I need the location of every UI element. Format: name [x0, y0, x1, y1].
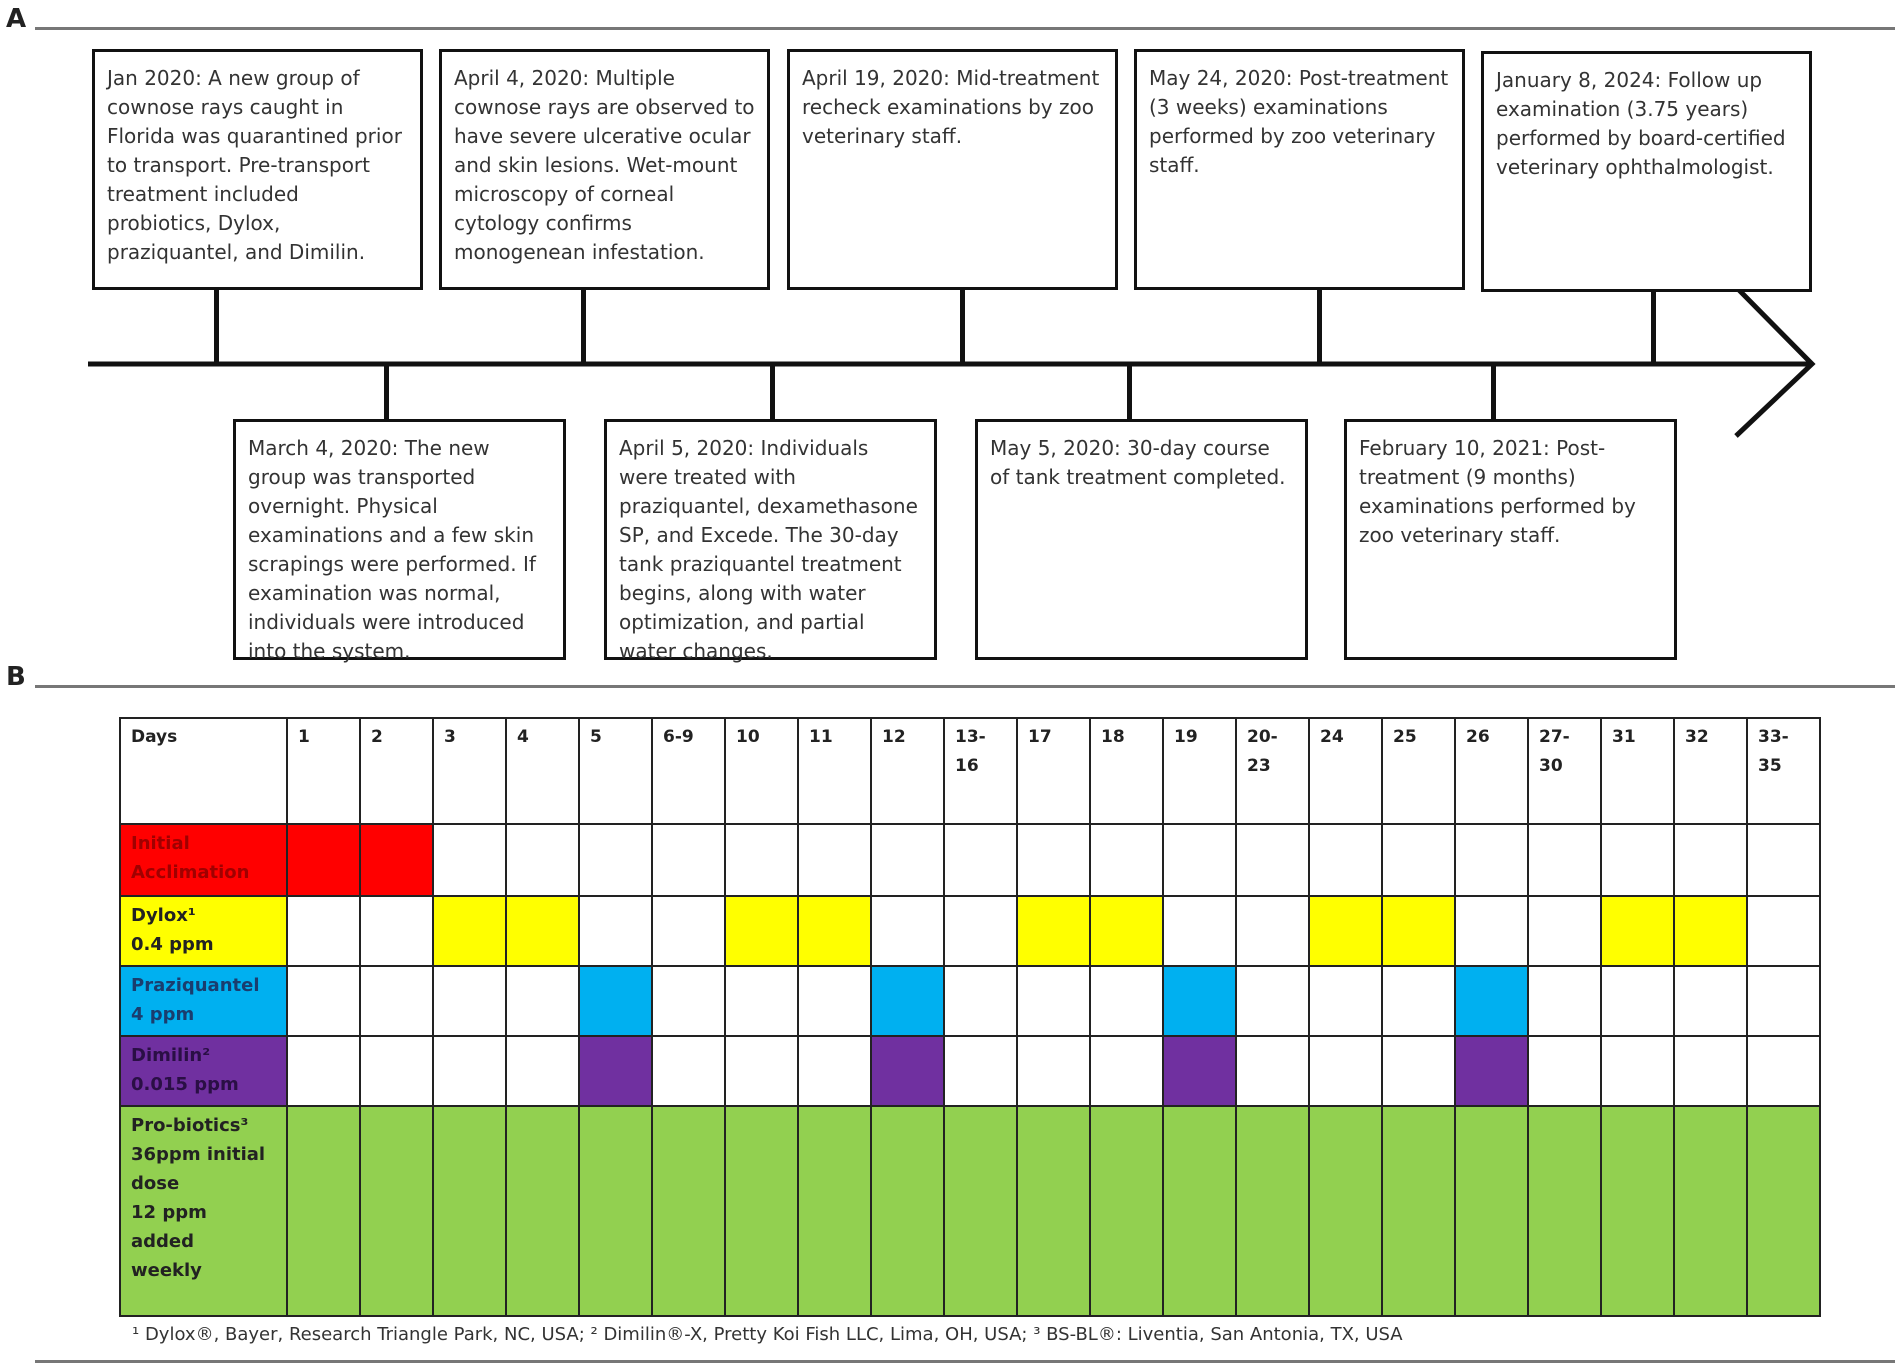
day-label: 1: [298, 727, 310, 747]
schedule-cell-empty: [798, 966, 871, 1036]
schedule-day-header: [1236, 718, 1309, 824]
schedule-day-header: [1455, 718, 1528, 824]
schedule-cell-empty: [287, 966, 360, 1036]
timeline-event-april-5-2020: April 5, 2020: Individuals were treated with praziquantel, dexamethasone SP, and Excede. The 30-day tank praziquantel treatment begins, along with water optimization, and partial water changes.: [604, 419, 937, 660]
schedule-cell-empty: [1528, 1036, 1601, 1106]
schedule-row-label: [120, 1106, 287, 1316]
day-label: 10: [736, 727, 760, 747]
day-label: 18: [1101, 727, 1125, 747]
schedule-cell-empty: [1674, 824, 1747, 896]
schedule-cell-empty: [433, 1036, 506, 1106]
schedule-cell-empty: [944, 896, 1017, 966]
schedule-row-label: [120, 966, 287, 1036]
schedule-day-header: [725, 718, 798, 824]
schedule-cell-empty: [1601, 1036, 1674, 1106]
schedule-cell-empty: [652, 1036, 725, 1106]
timeline-event-jan-2020: Jan 2020: A new group of cownose rays caught in Florida was quarantined prior to transport. Pre-transport treatment included probiotics, Dylox, praziquantel, and Dimilin.: [92, 49, 423, 290]
schedule-cell-filled: [506, 1106, 579, 1316]
schedule-cell-empty: [287, 1036, 360, 1106]
schedule-cell-filled: [287, 1106, 360, 1316]
schedule-cell-empty: [944, 824, 1017, 896]
schedule-day-header: [944, 718, 1017, 824]
schedule-cell-filled: [579, 1036, 652, 1106]
day-label: 25: [1393, 727, 1417, 747]
schedule-cell-empty: [1090, 824, 1163, 896]
schedule-footnote: ¹ Dylox®, Bayer, Research Triangle Park, NC, USA; ² Dimilin®-X, Pretty Koi Fish LLC, Lima, OH, USA; ³ BS-BL®: Liventia, San Antonia, TX, USA: [132, 1324, 1403, 1345]
schedule-cell-filled: [1455, 1106, 1528, 1316]
schedule-cell-empty: [725, 1036, 798, 1106]
schedule-cell-empty: [1090, 966, 1163, 1036]
schedule-row-label-text: Dylox¹ 0.4 ppm: [131, 905, 214, 955]
schedule-cell-filled: [1601, 896, 1674, 966]
schedule-cell-filled: [1163, 1036, 1236, 1106]
schedule-cell-empty: [506, 824, 579, 896]
schedule-day-header: [798, 718, 871, 824]
schedule-cell-empty: [360, 896, 433, 966]
timeline-tick: [1127, 364, 1132, 419]
schedule-cell-empty: [871, 896, 944, 966]
schedule-cell-empty: [1236, 966, 1309, 1036]
day-label: 4: [517, 727, 529, 747]
schedule-row-label-text: Praziquantel 4 ppm: [131, 975, 260, 1025]
schedule-cell-empty: [1747, 824, 1820, 896]
schedule-cell-filled: [798, 896, 871, 966]
schedule-cell-empty: [1309, 966, 1382, 1036]
schedule-cell-empty: [944, 1036, 1017, 1106]
schedule-cell-empty: [1382, 1036, 1455, 1106]
schedule-header-row: [120, 718, 1820, 824]
schedule-row: [120, 1106, 1820, 1316]
schedule-cell-filled: [360, 824, 433, 896]
schedule-cell-filled: [506, 896, 579, 966]
timeline-event-march-4-2020: March 4, 2020: The new group was transported overnight. Physical examinations and a few skin scrapings were performed. If examination was normal, individuals were introduced into the system.: [233, 419, 566, 660]
schedule-day-header: [1090, 718, 1163, 824]
schedule-cell-empty: [360, 966, 433, 1036]
schedule-cell-empty: [1309, 1036, 1382, 1106]
schedule-cell-filled: [1090, 896, 1163, 966]
day-label: 5: [590, 727, 602, 747]
day-label: 11: [809, 727, 833, 747]
schedule-cell-filled: [579, 1106, 652, 1316]
schedule-cell-filled: [1309, 1106, 1382, 1316]
schedule-cell-empty: [1747, 966, 1820, 1036]
day-label: 13- 16: [955, 727, 986, 776]
timeline-event-february-10-2021: February 10, 2021: Post-treatment (9 months) examinations performed by zoo veterinary staff.: [1344, 419, 1677, 660]
schedule-cell-filled: [871, 966, 944, 1036]
schedule-cell-filled: [1601, 1106, 1674, 1316]
schedule-cell-empty: [652, 824, 725, 896]
timeline-tick: [581, 290, 586, 364]
schedule-cell-filled: [1017, 896, 1090, 966]
day-label: 17: [1028, 727, 1052, 747]
schedule-cell-empty: [360, 1036, 433, 1106]
day-label: 26: [1466, 727, 1490, 747]
schedule-cell-empty: [1601, 824, 1674, 896]
schedule-cell-empty: [1528, 896, 1601, 966]
panel-b-bottom-rule: [35, 1360, 1895, 1363]
schedule-row-label-text: Initial Acclimation: [131, 833, 250, 883]
schedule-cell-filled: [1747, 1106, 1820, 1316]
schedule-day-header: [1017, 718, 1090, 824]
schedule-day-header: [287, 718, 360, 824]
timeline-tick: [384, 364, 389, 419]
timeline-tick: [1651, 292, 1656, 364]
schedule-day-header: [433, 718, 506, 824]
schedule-cell-filled: [360, 1106, 433, 1316]
schedule-cell-empty: [506, 1036, 579, 1106]
timeline-event-january-8-2024: January 8, 2024: Follow up examination (3.75 years) performed by board-certified veterinary ophthalmologist.: [1481, 51, 1812, 292]
schedule-cell-empty: [1674, 966, 1747, 1036]
schedule-cell-filled: [1455, 966, 1528, 1036]
days-header-label: Days: [131, 727, 178, 747]
schedule-cell-empty: [1601, 966, 1674, 1036]
day-label: 12: [882, 727, 906, 747]
schedule-cell-filled: [1674, 896, 1747, 966]
schedule-cell-empty: [1236, 1036, 1309, 1106]
timeline-tick: [960, 290, 965, 364]
schedule-cell-empty: [433, 966, 506, 1036]
timeline-tick: [770, 364, 775, 419]
day-label: 31: [1612, 727, 1636, 747]
schedule-cell-empty: [1528, 824, 1601, 896]
schedule-cell-filled: [1163, 1106, 1236, 1316]
schedule-cell-empty: [725, 966, 798, 1036]
day-label: 20- 23: [1247, 727, 1278, 776]
schedule-row-label: [120, 824, 287, 896]
schedule-cell-empty: [433, 824, 506, 896]
schedule-cell-empty: [1236, 824, 1309, 896]
schedule-cell-empty: [944, 966, 1017, 1036]
schedule-day-header: [1309, 718, 1382, 824]
schedule-cell-filled: [1674, 1106, 1747, 1316]
timeline-tick: [214, 290, 219, 364]
schedule-day-header: [1163, 718, 1236, 824]
schedule-cell-empty: [725, 824, 798, 896]
schedule-cell-empty: [1163, 824, 1236, 896]
schedule-day-header: [871, 718, 944, 824]
schedule-row: [120, 896, 1820, 966]
schedule-cell-filled: [1236, 1106, 1309, 1316]
schedule-day-header: [1601, 718, 1674, 824]
schedule-cell-filled: [433, 1106, 506, 1316]
schedule-cell-empty: [1455, 824, 1528, 896]
schedule-day-header: [1747, 718, 1820, 824]
schedule-row-label: [120, 896, 287, 966]
schedule-cell-empty: [579, 896, 652, 966]
timeline-event-april-19-2020: April 19, 2020: Mid-treatment recheck examinations by zoo veterinary staff.: [787, 49, 1118, 290]
schedule-cell-filled: [1017, 1106, 1090, 1316]
schedule-cell-empty: [798, 824, 871, 896]
panel-b-label: B: [6, 662, 26, 692]
day-label: 3: [444, 727, 456, 747]
schedule-cell-empty: [798, 1036, 871, 1106]
day-label: 32: [1685, 727, 1709, 747]
schedule-cell-empty: [1674, 1036, 1747, 1106]
schedule-day-header: [506, 718, 579, 824]
schedule-day-header: [579, 718, 652, 824]
schedule-cell-filled: [1382, 1106, 1455, 1316]
schedule-cell-filled: [871, 1106, 944, 1316]
schedule-cell-empty: [506, 966, 579, 1036]
day-label: 27- 30: [1539, 727, 1570, 776]
schedule-cell-empty: [1382, 824, 1455, 896]
timeline-tick: [1491, 364, 1496, 419]
treatment-schedule-table: [119, 717, 1821, 1317]
schedule-cell-filled: [944, 1106, 1017, 1316]
schedule-cell-empty: [1382, 966, 1455, 1036]
schedule-cell-filled: [652, 1106, 725, 1316]
schedule-cell-filled: [433, 896, 506, 966]
schedule-cell-filled: [579, 966, 652, 1036]
schedule-day-header: [1674, 718, 1747, 824]
schedule-cell-empty: [1236, 896, 1309, 966]
panel-b-top-rule: [35, 685, 1895, 688]
schedule-cell-empty: [579, 824, 652, 896]
schedule-day-header: [360, 718, 433, 824]
schedule-row: [120, 1036, 1820, 1106]
schedule-cell-filled: [1382, 896, 1455, 966]
schedule-day-header: [1528, 718, 1601, 824]
schedule-day-header: [652, 718, 725, 824]
day-label: 6-9: [663, 727, 694, 747]
schedule-cell-filled: [725, 896, 798, 966]
schedule-cell-filled: [287, 824, 360, 896]
schedule-cell-filled: [725, 1106, 798, 1316]
day-label: 24: [1320, 727, 1344, 747]
day-label: 2: [371, 727, 383, 747]
schedule-cell-empty: [1455, 896, 1528, 966]
schedule-cell-empty: [1309, 824, 1382, 896]
schedule-cell-empty: [652, 896, 725, 966]
timeline-tick: [1317, 290, 1322, 364]
schedule-row-label: [120, 1036, 287, 1106]
schedule-cell-empty: [871, 824, 944, 896]
schedule-cell-empty: [1747, 1036, 1820, 1106]
schedule-row: [120, 966, 1820, 1036]
schedule-cell-filled: [1528, 1106, 1601, 1316]
timeline-event-may-24-2020: May 24, 2020: Post-treatment (3 weeks) examinations performed by zoo veterinary staff.: [1134, 49, 1465, 290]
schedule-cell-empty: [1090, 1036, 1163, 1106]
schedule-row: [120, 824, 1820, 896]
schedule-row-label-text: Dimilin² 0.015 ppm: [131, 1045, 239, 1095]
schedule-cell-empty: [1528, 966, 1601, 1036]
schedule-header-days: [120, 718, 287, 824]
schedule-cell-filled: [1309, 896, 1382, 966]
panel-a-label: A: [6, 4, 27, 34]
schedule-cell-filled: [1163, 966, 1236, 1036]
schedule-cell-empty: [1163, 896, 1236, 966]
schedule-cell-filled: [1455, 1036, 1528, 1106]
timeline-event-april-4-2020: April 4, 2020: Multiple cownose rays are observed to have severe ulcerative ocular and skin lesions. Wet-mount microscopy of corneal cytology confirms monogenean infestation.: [439, 49, 770, 290]
schedule-cell-empty: [1747, 896, 1820, 966]
schedule-cell-empty: [287, 896, 360, 966]
day-label: 33- 35: [1758, 727, 1789, 776]
schedule-cell-empty: [652, 966, 725, 1036]
schedule-cell-empty: [1017, 966, 1090, 1036]
timeline-event-may-5-2020: May 5, 2020: 30-day course of tank treatment completed.: [975, 419, 1308, 660]
schedule-cell-empty: [1017, 824, 1090, 896]
schedule-row-label-text: Pro-biotics³ 36ppm initial dose 12 ppm added weekly: [131, 1115, 266, 1281]
schedule-cell-filled: [798, 1106, 871, 1316]
day-label: 19: [1174, 727, 1198, 747]
schedule-cell-empty: [1017, 1036, 1090, 1106]
schedule-cell-filled: [1090, 1106, 1163, 1316]
schedule-day-header: [1382, 718, 1455, 824]
schedule-cell-filled: [871, 1036, 944, 1106]
